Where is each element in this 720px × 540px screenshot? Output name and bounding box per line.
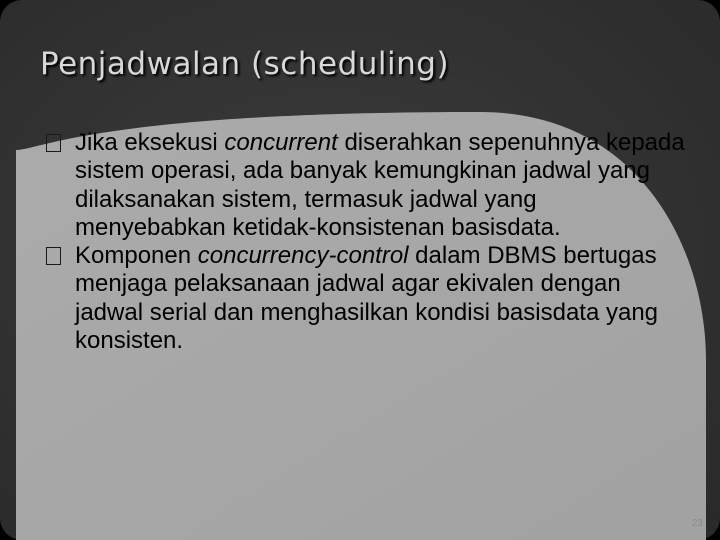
bullet-text-emphasis: concurrency-control <box>197 242 409 270</box>
bullet-text-lead: Komponen <box>75 242 198 270</box>
bullet-item <box>46 129 686 242</box>
bullet-list <box>46 129 686 355</box>
bullet-text-rest: diserahkan sepenuhnya kepada sistem operasi, ada banyak kemungkinan jadwal yang dilaksanakan sistem, termasuk jadwal yang menyebabkan ketidak-konsistenan basisdata. <box>75 129 685 241</box>
square-bullet-icon <box>46 247 61 265</box>
square-bullet-icon <box>46 134 61 152</box>
bullet-item <box>46 242 686 355</box>
slide-title: Penjadwalan (scheduling) <box>40 46 450 82</box>
bullet-text-emphasis: concurrent <box>224 129 338 156</box>
bullet-text-rest: dalam DBMS bertugas menjaga pelaksanaan jadwal agar ekivalen dengan jadwal serial dan menghasilkan kondisi basisdata yang konsisten. <box>75 242 659 355</box>
bullet-text-lead: Jika eksekusi <box>75 129 225 156</box>
page-number: 23 <box>691 518 703 529</box>
